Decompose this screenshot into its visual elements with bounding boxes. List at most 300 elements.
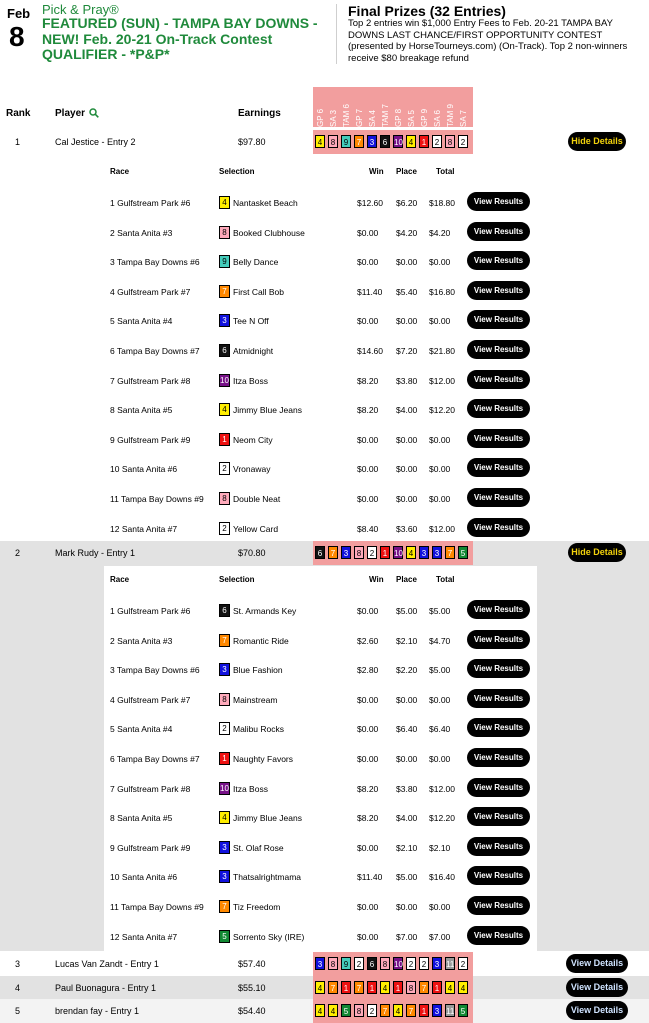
total-amount: $18.80 bbox=[429, 198, 455, 208]
horse-name: Jimmy Blue Jeans bbox=[233, 813, 302, 824]
horse-name: Thatsalrightmama bbox=[233, 872, 302, 883]
horse-name: Booked Clubhouse bbox=[233, 227, 305, 238]
horse-name: Itza Boss bbox=[233, 783, 268, 794]
race-result-row bbox=[104, 596, 537, 625]
pick-chip: 8 bbox=[328, 135, 338, 148]
race-column-header: SA 6 bbox=[433, 110, 442, 127]
race-result-row bbox=[104, 306, 537, 335]
race-name: 9 Gulfstream Park #9 bbox=[110, 434, 191, 445]
pick-chip: 4 bbox=[315, 135, 325, 148]
player-name[interactable]: Cal Jestice - Entry 2 bbox=[55, 137, 136, 147]
horse-name: Neom City bbox=[233, 434, 273, 445]
view-details-button[interactable]: View Details bbox=[566, 1001, 628, 1020]
pick-chip: 2 bbox=[367, 1004, 377, 1017]
pick-chip: 11 bbox=[445, 957, 455, 970]
horse-name: Double Neat bbox=[233, 494, 281, 504]
horse-name: Blue Fashion bbox=[233, 665, 283, 676]
selection-pgm-chip: 3 bbox=[219, 870, 230, 883]
contest-header bbox=[0, 0, 649, 70]
win-amount: $2.80 bbox=[357, 665, 379, 676]
prize-title: Final Prizes (32 Entries) bbox=[348, 3, 506, 19]
detail-race-header: Race bbox=[110, 167, 130, 176]
contest-subtitle: Pick & Pray® bbox=[42, 2, 119, 17]
race-name: 4 Gulfstream Park #7 bbox=[110, 286, 191, 297]
race-result-row bbox=[104, 626, 537, 655]
pick-chip: 2 bbox=[367, 546, 377, 559]
view-results-button[interactable]: View Results bbox=[467, 458, 530, 477]
win-amount: $8.20 bbox=[357, 813, 379, 824]
total-amount: $4.20 bbox=[429, 227, 451, 238]
race-column-header: SA 3 bbox=[329, 110, 338, 127]
win-amount: $0.00 bbox=[357, 902, 379, 912]
horse-name: Belly Dance bbox=[233, 257, 279, 268]
pick-chip: 7 bbox=[380, 1004, 390, 1017]
place-amount: $6.20 bbox=[396, 198, 418, 208]
place-amount: $4.20 bbox=[396, 227, 418, 238]
selection-pgm-chip: 8 bbox=[219, 693, 230, 706]
win-amount: $11.40 bbox=[357, 872, 383, 883]
place-amount: $0.00 bbox=[396, 434, 418, 445]
pick-chip: 8 bbox=[445, 135, 455, 148]
pick-chip: 6 bbox=[380, 135, 390, 148]
total-amount: $0.00 bbox=[429, 464, 451, 475]
selection-pgm-chip: 2 bbox=[219, 522, 230, 535]
pick-chip: 3 bbox=[432, 546, 442, 559]
win-amount: $8.20 bbox=[357, 405, 379, 416]
selection-pgm-chip: 2 bbox=[219, 462, 230, 475]
race-name: 8 Santa Anita #5 bbox=[110, 813, 173, 824]
pick-chip: 7 bbox=[406, 1004, 416, 1017]
pick-chip: 9 bbox=[341, 135, 351, 148]
place-amount: $0.00 bbox=[396, 257, 418, 268]
view-details-button[interactable]: View Details bbox=[566, 978, 628, 997]
pick-chip: 4 bbox=[406, 135, 416, 148]
race-name: 6 Tampa Bay Downs #7 bbox=[110, 754, 200, 764]
selection-pgm-chip: 6 bbox=[219, 604, 230, 617]
player-name[interactable]: Lucas Van Zandt - Entry 1 bbox=[55, 959, 159, 969]
rank-cell: 2 bbox=[15, 548, 21, 558]
place-amount: $7.20 bbox=[396, 346, 418, 356]
leaderboard-row[interactable] bbox=[0, 952, 649, 976]
view-results-button[interactable]: View Results bbox=[467, 399, 530, 418]
total-amount: $6.40 bbox=[429, 724, 451, 735]
pick-chip: 1 bbox=[419, 135, 429, 148]
selection-pgm-chip: 2 bbox=[219, 722, 230, 735]
place-amount: $2.10 bbox=[396, 842, 418, 853]
race-name: 10 Santa Anita #6 bbox=[110, 464, 178, 475]
race-column-header: TAM 6 bbox=[342, 104, 351, 127]
pick-chip: 4 bbox=[458, 981, 468, 994]
pick-chip: 5 bbox=[458, 1004, 468, 1017]
view-results-button[interactable]: View Results bbox=[467, 689, 530, 708]
total-amount: $21.80 bbox=[429, 346, 455, 356]
selection-pgm-chip: 8 bbox=[219, 492, 230, 505]
selection-pgm-chip: 8 bbox=[219, 226, 230, 239]
horse-name: Jimmy Blue Jeans bbox=[233, 405, 302, 416]
total-amount: $7.00 bbox=[429, 931, 451, 942]
pick-chip: 7 bbox=[419, 981, 429, 994]
date-month: Feb bbox=[7, 6, 31, 21]
pick-chip: 6 bbox=[315, 546, 325, 559]
view-results-button[interactable]: View Results bbox=[467, 251, 530, 270]
header-divider bbox=[336, 4, 337, 64]
pick-chip: 1 bbox=[380, 546, 390, 559]
horse-name: Romantic Ride bbox=[233, 635, 289, 646]
player-name[interactable]: Mark Rudy - Entry 1 bbox=[55, 548, 136, 558]
pick-chip: 7 bbox=[328, 981, 338, 994]
place-amount: $0.00 bbox=[396, 494, 418, 504]
win-amount: $2.60 bbox=[357, 635, 379, 646]
win-amount: $0.00 bbox=[357, 494, 379, 504]
view-results-button[interactable]: View Results bbox=[467, 281, 530, 300]
place-amount: $3.80 bbox=[396, 375, 418, 386]
place-amount: $4.00 bbox=[396, 405, 418, 416]
selection-pgm-chip: 4 bbox=[219, 403, 230, 416]
win-amount: $0.00 bbox=[357, 316, 379, 327]
pick-chip: 1 bbox=[367, 981, 377, 994]
win-amount: $14.60 bbox=[357, 346, 383, 356]
win-amount: $8.20 bbox=[357, 783, 379, 794]
race-name: 3 Tampa Bay Downs #6 bbox=[110, 665, 200, 676]
race-column-header: GP 6 bbox=[316, 108, 325, 127]
race-result-row bbox=[104, 774, 537, 803]
pick-chip: 1 bbox=[393, 981, 403, 994]
leaderboard-row[interactable] bbox=[0, 976, 649, 1000]
pick-chip: 7 bbox=[354, 135, 364, 148]
earnings-cell: $57.40 bbox=[238, 959, 266, 969]
race-name: 5 Santa Anita #4 bbox=[110, 724, 173, 735]
horse-name: Yellow Card bbox=[233, 523, 279, 534]
view-results-button[interactable]: View Results bbox=[467, 192, 530, 211]
selection-pgm-chip: 10 bbox=[220, 375, 229, 385]
pick-chip: 3 bbox=[432, 957, 442, 970]
place-amount: $4.00 bbox=[396, 813, 418, 824]
selection-pgm-chip: 7 bbox=[219, 634, 230, 647]
race-result-row bbox=[104, 744, 537, 773]
race-column-header: TAM 9 bbox=[446, 104, 455, 127]
pick-chip: 1 bbox=[341, 981, 351, 994]
total-amount: $0.00 bbox=[429, 754, 451, 764]
race-name: 1 Gulfstream Park #6 bbox=[110, 198, 191, 208]
race-result-row bbox=[104, 892, 537, 921]
win-amount: $0.00 bbox=[357, 842, 379, 853]
hide-details-button[interactable]: Hide Details bbox=[568, 132, 626, 151]
total-amount: $12.00 bbox=[429, 523, 455, 534]
horse-name: Itza Boss bbox=[233, 375, 268, 386]
win-amount: $0.00 bbox=[357, 931, 379, 942]
total-amount: $12.20 bbox=[429, 405, 455, 416]
race-result-row bbox=[104, 336, 537, 365]
rank-cell: 5 bbox=[15, 1006, 21, 1016]
earnings-cell: $70.80 bbox=[238, 548, 266, 558]
pick-chip: 5 bbox=[341, 1004, 351, 1017]
total-amount: $4.70 bbox=[429, 635, 451, 646]
total-amount: $12.00 bbox=[429, 375, 455, 386]
selection-pgm-chip: 4 bbox=[219, 196, 230, 209]
detail-win-header: Win bbox=[369, 575, 384, 584]
total-amount: $5.00 bbox=[429, 665, 451, 676]
pick-chip: 10 bbox=[393, 135, 403, 148]
selection-pgm-chip: 6 bbox=[219, 344, 230, 357]
win-amount: $0.00 bbox=[357, 606, 379, 616]
pick-chip: 11 bbox=[445, 1004, 455, 1017]
view-results-button[interactable]: View Results bbox=[467, 600, 530, 619]
race-result-row bbox=[104, 922, 537, 951]
horse-name: Tee N Off bbox=[233, 316, 269, 327]
detail-selection-header: Selection bbox=[219, 167, 255, 176]
view-results-button[interactable]: View Results bbox=[467, 370, 530, 389]
view-results-button[interactable]: View Results bbox=[467, 778, 530, 797]
leaderboard-row[interactable] bbox=[0, 130, 649, 154]
pick-chip: 5 bbox=[458, 546, 468, 559]
pick-chip: 9 bbox=[341, 957, 351, 970]
rank-cell: 4 bbox=[15, 983, 21, 993]
view-results-button[interactable]: View Results bbox=[467, 659, 530, 678]
pick-chip: 8 bbox=[380, 957, 390, 970]
win-amount: $0.00 bbox=[357, 694, 379, 705]
race-details-panel bbox=[104, 566, 537, 951]
race-result-row bbox=[104, 803, 537, 832]
view-results-button[interactable]: View Results bbox=[467, 630, 530, 649]
pick-chip: 7 bbox=[445, 546, 455, 559]
race-result-row bbox=[104, 218, 537, 247]
rank-column-header[interactable]: Rank bbox=[6, 108, 31, 119]
race-result-row bbox=[104, 395, 537, 424]
place-amount: $5.40 bbox=[396, 286, 418, 297]
earnings-cell: $97.80 bbox=[238, 137, 266, 147]
earnings-cell: $54.40 bbox=[238, 1006, 266, 1016]
race-name: 11 Tampa Bay Downs #9 bbox=[110, 494, 204, 504]
race-name: 3 Tampa Bay Downs #6 bbox=[110, 257, 200, 268]
horse-name: Vronaway bbox=[233, 464, 271, 475]
hide-details-button[interactable]: Hide Details bbox=[568, 543, 626, 562]
race-name: 5 Santa Anita #4 bbox=[110, 316, 173, 327]
horse-name: St. Armands Key bbox=[233, 606, 297, 616]
horse-name: Malibu Rocks bbox=[233, 724, 285, 735]
race-column-header: SA 5 bbox=[407, 110, 416, 127]
race-name: 2 Santa Anita #3 bbox=[110, 635, 173, 646]
pick-chip: 3 bbox=[432, 1004, 442, 1017]
player-column-header[interactable]: Player bbox=[55, 108, 86, 119]
rank-cell: 1 bbox=[15, 137, 21, 147]
win-amount: $8.40 bbox=[357, 523, 379, 534]
selection-pgm-chip: 3 bbox=[219, 841, 230, 854]
race-name: 6 Tampa Bay Downs #7 bbox=[110, 346, 200, 356]
player-name[interactable]: brendan fay - Entry 1 bbox=[55, 1006, 140, 1016]
race-name: 1 Gulfstream Park #6 bbox=[110, 606, 191, 616]
total-amount: $12.00 bbox=[429, 783, 455, 794]
place-amount: $0.00 bbox=[396, 694, 418, 705]
horse-name: Mainstream bbox=[233, 694, 278, 705]
place-amount: $5.00 bbox=[396, 872, 418, 883]
race-name: 7 Gulfstream Park #8 bbox=[110, 783, 191, 794]
pick-chip: 2 bbox=[458, 135, 468, 148]
race-name: 7 Gulfstream Park #8 bbox=[110, 375, 191, 386]
race-result-row bbox=[104, 862, 537, 891]
race-name: 11 Tampa Bay Downs #9 bbox=[110, 902, 204, 912]
player-name[interactable]: Paul Buonagura - Entry 1 bbox=[55, 983, 157, 993]
contest-title: FEATURED (SUN) - TAMPA BAY DOWNS - NEW! Feb. 20-21 On-Track Contest QUALIFIER - *P&P* bbox=[42, 15, 318, 62]
detail-win-header: Win bbox=[369, 167, 384, 176]
pick-chip: 2 bbox=[419, 957, 429, 970]
view-results-button[interactable]: View Results bbox=[467, 718, 530, 737]
win-amount: $0.00 bbox=[357, 754, 379, 764]
selection-pgm-chip: 9 bbox=[219, 255, 230, 268]
pick-chip: 7 bbox=[354, 981, 364, 994]
detail-place-header: Place bbox=[396, 575, 417, 584]
race-name: 9 Gulfstream Park #9 bbox=[110, 842, 191, 853]
race-result-row bbox=[104, 655, 537, 684]
pick-chip: 1 bbox=[419, 1004, 429, 1017]
view-results-button[interactable]: View Results bbox=[467, 429, 530, 448]
total-amount: $0.00 bbox=[429, 694, 451, 705]
race-column-header: SA 4 bbox=[368, 110, 377, 127]
view-results-button[interactable]: View Results bbox=[467, 340, 530, 359]
view-results-button[interactable]: View Results bbox=[467, 222, 530, 241]
pick-chip: 2 bbox=[458, 957, 468, 970]
pick-chip: 4 bbox=[315, 1004, 325, 1017]
race-result-row bbox=[104, 247, 537, 276]
selection-pgm-chip: 7 bbox=[219, 900, 230, 913]
earnings-column-header[interactable]: Earnings bbox=[238, 108, 281, 119]
place-amount: $0.00 bbox=[396, 902, 418, 912]
win-amount: $11.40 bbox=[357, 286, 383, 297]
selection-pgm-chip: 5 bbox=[219, 930, 230, 943]
total-amount: $0.00 bbox=[429, 902, 451, 912]
view-results-button[interactable]: View Results bbox=[467, 866, 530, 885]
pick-chip: 4 bbox=[328, 1004, 338, 1017]
pick-chip: 1 bbox=[432, 981, 442, 994]
pick-chip: 6 bbox=[367, 957, 377, 970]
view-results-button[interactable]: View Results bbox=[467, 518, 530, 537]
horse-name: First Call Bob bbox=[233, 286, 285, 297]
race-name: 10 Santa Anita #6 bbox=[110, 872, 178, 883]
selection-pgm-chip: 1 bbox=[219, 752, 230, 765]
selection-pgm-chip: 1 bbox=[219, 433, 230, 446]
win-amount: $0.00 bbox=[357, 724, 379, 735]
total-amount: $5.00 bbox=[429, 606, 451, 616]
race-result-row bbox=[104, 714, 537, 743]
race-result-row bbox=[104, 833, 537, 862]
win-amount: $0.00 bbox=[357, 464, 379, 475]
selection-pgm-chip: 7 bbox=[219, 285, 230, 298]
win-amount: $8.20 bbox=[357, 375, 379, 386]
pick-chip: 4 bbox=[380, 981, 390, 994]
race-column-header: SA 7 bbox=[459, 110, 468, 127]
selection-pgm-chip: 10 bbox=[220, 783, 229, 793]
race-result-row bbox=[104, 514, 537, 543]
pick-chip: 2 bbox=[406, 957, 416, 970]
race-column-header: GP 7 bbox=[355, 108, 364, 127]
race-result-row bbox=[104, 454, 537, 483]
view-results-button[interactable]: View Results bbox=[467, 488, 530, 507]
view-results-button[interactable]: View Results bbox=[467, 926, 530, 945]
place-amount: $5.00 bbox=[396, 606, 418, 616]
leaderboard-row[interactable] bbox=[0, 999, 649, 1023]
pick-chip: 3 bbox=[315, 957, 325, 970]
pick-chip: 4 bbox=[315, 981, 325, 994]
prize-description: Top 2 entries win $1,000 Entry Fees to Feb. 20-21 TAMPA BAY DOWNS LAST CHANCE/FIRST OPPORTUNITY CONTEST (presented by HorseTourneys.com) (On-Track). Top 2 non-winners receive $80 breakage refund bbox=[348, 18, 628, 64]
race-column-header: GP 8 bbox=[394, 108, 403, 127]
place-amount: $7.00 bbox=[396, 931, 418, 942]
leaderboard-row[interactable] bbox=[0, 541, 649, 565]
place-amount: $3.80 bbox=[396, 783, 418, 794]
selection-pgm-chip: 3 bbox=[219, 314, 230, 327]
pick-chip: 2 bbox=[354, 957, 364, 970]
place-amount: $2.20 bbox=[396, 665, 418, 676]
detail-race-header: Race bbox=[110, 575, 130, 584]
pick-chip: 10 bbox=[393, 957, 403, 970]
pick-chip: 4 bbox=[393, 1004, 403, 1017]
pick-chip: 3 bbox=[419, 546, 429, 559]
horse-name: Tiz Freedom bbox=[233, 902, 281, 912]
view-results-button[interactable]: View Results bbox=[467, 807, 530, 826]
race-result-row bbox=[104, 685, 537, 714]
race-name: 8 Santa Anita #5 bbox=[110, 405, 173, 416]
horse-name: Sorrento Sky (IRE) bbox=[233, 931, 305, 942]
detail-selection-header: Selection bbox=[219, 575, 255, 584]
view-results-button[interactable]: View Results bbox=[467, 310, 530, 329]
win-amount: $12.60 bbox=[357, 198, 383, 208]
race-column-header: GP 9 bbox=[420, 108, 429, 127]
detail-place-header: Place bbox=[396, 167, 417, 176]
selection-pgm-chip: 3 bbox=[219, 663, 230, 676]
place-amount: $0.00 bbox=[396, 754, 418, 764]
race-result-row bbox=[104, 484, 537, 513]
race-name: 12 Santa Anita #7 bbox=[110, 931, 178, 942]
view-results-button[interactable]: View Results bbox=[467, 837, 530, 856]
pick-chip: 8 bbox=[406, 981, 416, 994]
win-amount: $0.00 bbox=[357, 434, 379, 445]
place-amount: $0.00 bbox=[396, 464, 418, 475]
search-icon[interactable] bbox=[89, 108, 99, 118]
detail-total-header: Total bbox=[436, 167, 455, 176]
pick-chip: 7 bbox=[328, 546, 338, 559]
race-result-row bbox=[104, 277, 537, 306]
race-result-row bbox=[104, 425, 537, 454]
selection-pgm-chip: 4 bbox=[219, 811, 230, 824]
place-amount: $2.10 bbox=[396, 635, 418, 646]
total-amount: $2.10 bbox=[429, 842, 451, 853]
race-result-row bbox=[104, 188, 537, 217]
view-results-button[interactable]: View Results bbox=[467, 896, 530, 915]
pick-chip: 8 bbox=[354, 1004, 364, 1017]
horse-name: Atmidnight bbox=[233, 346, 274, 356]
win-amount: $0.00 bbox=[357, 257, 379, 268]
place-amount: $3.60 bbox=[396, 523, 418, 534]
race-column-header: TAM 7 bbox=[381, 104, 390, 127]
total-amount: $0.00 bbox=[429, 494, 451, 504]
detail-total-header: Total bbox=[436, 575, 455, 584]
view-results-button[interactable]: View Results bbox=[467, 748, 530, 767]
pick-chip: 8 bbox=[354, 546, 364, 559]
race-name: 12 Santa Anita #7 bbox=[110, 523, 178, 534]
view-details-button[interactable]: View Details bbox=[566, 954, 628, 973]
place-amount: $0.00 bbox=[396, 316, 418, 327]
race-result-row bbox=[104, 366, 537, 395]
rank-cell: 3 bbox=[15, 959, 21, 969]
pick-chip: 4 bbox=[406, 546, 416, 559]
total-amount: $0.00 bbox=[429, 434, 451, 445]
pick-chip: 3 bbox=[367, 135, 377, 148]
pick-chip: 10 bbox=[393, 546, 403, 559]
horse-name: St. Olaf Rose bbox=[233, 842, 284, 853]
earnings-cell: $55.10 bbox=[238, 983, 266, 993]
race-name: 4 Gulfstream Park #7 bbox=[110, 694, 191, 705]
pick-chip: 8 bbox=[328, 957, 338, 970]
race-name: 2 Santa Anita #3 bbox=[110, 227, 173, 238]
date-day: 8 bbox=[9, 21, 25, 52]
